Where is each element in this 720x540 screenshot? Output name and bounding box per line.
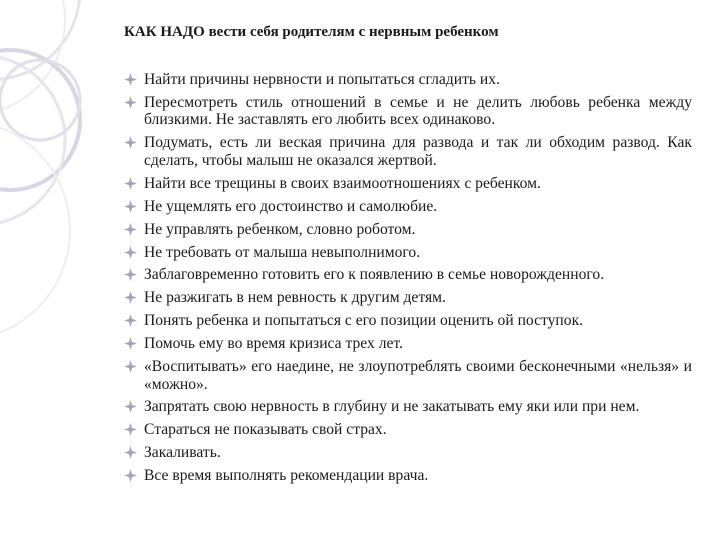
four-point-star-icon [124, 223, 137, 236]
four-point-star-icon [124, 136, 137, 149]
four-point-star-icon [124, 177, 137, 190]
list-item [124, 221, 692, 239]
four-point-star-icon [124, 246, 137, 259]
list-item [124, 198, 692, 216]
list-item-text: Найти все трещины в своих взаимоотношениях с ребенком. [144, 174, 541, 192]
list-item [124, 289, 692, 307]
four-point-star-icon [124, 337, 137, 350]
list-item [124, 421, 692, 439]
four-point-star-icon [124, 291, 137, 304]
list-item [124, 312, 692, 330]
list-item-text: Не управлять ребенком, словно роботом. [144, 220, 416, 238]
list-item-text: Пересмотреть стиль отношений в семье и не делить любовь ребенка между близкими. Не заставлять его любить всех одинаково. [144, 93, 692, 129]
list-item-text: Стараться не показывать свой страх. [144, 421, 387, 439]
four-point-star-icon [124, 96, 137, 109]
list-item [124, 398, 692, 416]
title-rest: вести себя родителям с нервным ребенком [204, 24, 499, 40]
title-caps: КАК НАДО [124, 24, 205, 40]
four-point-star-icon [124, 200, 137, 213]
four-point-star-icon [124, 400, 137, 413]
list-item-text: Не разжигать в нем ревность к другим детям. [144, 289, 446, 307]
list-item-text: Все время выполнять рекомендации врача. [144, 467, 429, 485]
four-point-star-icon [124, 446, 137, 459]
four-point-star-icon [124, 314, 137, 327]
list-item-text: Найти причины нервности и попытаться сгладить их. [144, 71, 500, 88]
list-item-text: Не требовать от малыша невыполнимого. [144, 243, 421, 261]
list-item [124, 244, 692, 262]
list-item-text: Подумать, есть ли веская причина для развода и так ли обходим развод. Как сделать, чтобы малыш не оказался жертвой. [144, 134, 692, 169]
list-item [124, 358, 692, 393]
list-item [124, 335, 692, 353]
list-item [124, 444, 692, 462]
list-item [124, 94, 692, 129]
list-item [124, 134, 692, 169]
list-item-text: Понять ребенка и попытаться с его позиции оценить ой поступок. [144, 312, 584, 330]
list-item-text: Заблаговременно готовить его к появлению в семье новорожденного. [144, 266, 605, 284]
four-point-star-icon [124, 268, 137, 281]
four-point-star-icon [124, 360, 137, 373]
four-point-star-icon [124, 423, 137, 436]
decorative-circles [0, 0, 120, 540]
list-item-text: Помочь ему во время кризиса трех лет. [144, 335, 403, 353]
list-item [124, 467, 692, 485]
bullet-list [124, 71, 692, 490]
list-item-text: Не ущемлять его достоинство и самолюбие. [144, 197, 438, 215]
four-point-star-icon [124, 469, 137, 482]
list-item [124, 71, 692, 89]
list-item [124, 266, 692, 284]
list-item-text: Запрятать свою нервность в глубину и не закатывать ему яки или при нем. [144, 398, 640, 416]
list-item [124, 175, 692, 193]
list-item-text: Закаливать. [144, 444, 221, 462]
list-item-text: «Воспитывать» его наедине, не злоупотреблять своими бесконечными «нельзя» и «можно». [144, 357, 692, 393]
four-point-star-icon [124, 73, 137, 86]
page-title [124, 22, 684, 42]
